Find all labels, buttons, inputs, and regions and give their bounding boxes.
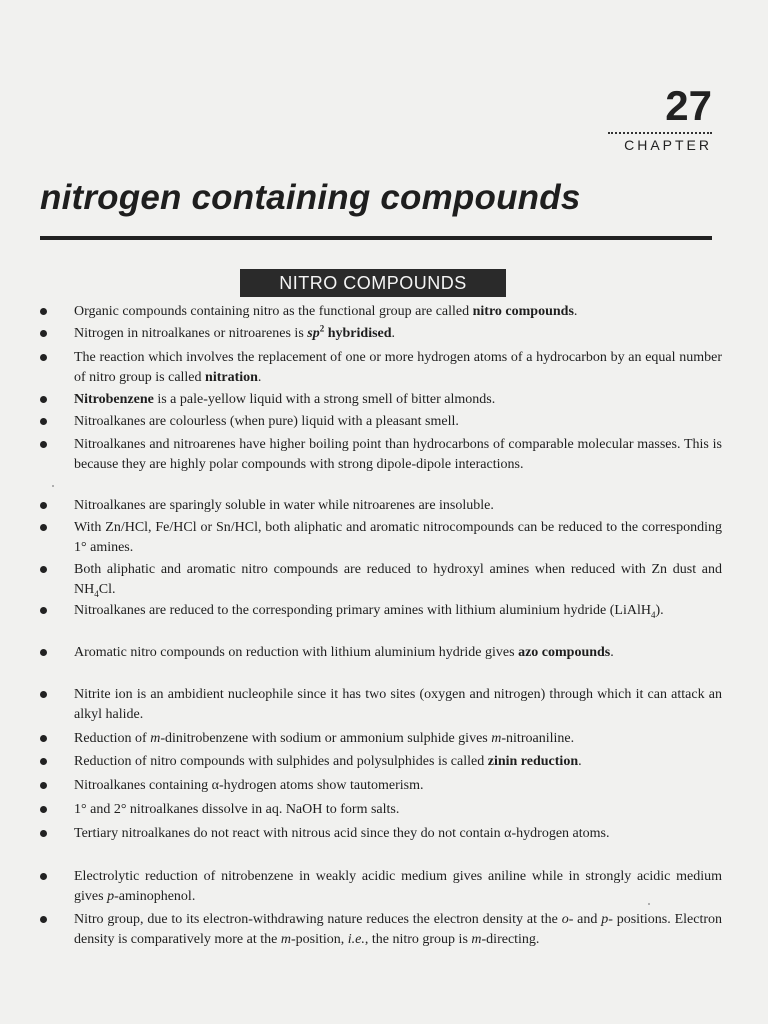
bullet-item: 1° and 2° nitroalkanes dissolve in aq. NaOH to form salts. <box>74 800 722 820</box>
bullet-item: Nitroalkanes are sparingly soluble in water while nitroarenes are insoluble. <box>74 496 722 516</box>
chapter-label: CHAPTER <box>624 137 712 153</box>
bullet-item: Nitrobenzene is a pale-yellow liquid with a strong smell of bitter almonds. <box>74 390 722 410</box>
bullet-item: Reduction of m-dinitrobenzene with sodium or ammonium sulphide gives m-nitroaniline. <box>74 729 722 749</box>
bullet-item: Both aliphatic and aromatic nitro compounds are reduced to hydroxyl amines when reduced with Zn dust and $NH_4Cl$. <box>74 562 722 599</box>
bullet-item: Aromatic nitro compounds on reduction with lithium aluminium hydride gives azo compounds. <box>74 643 722 663</box>
chapter-number: 27 <box>665 82 712 129</box>
bullet-item: Nitrogen in nitroalkanes or nitroarenes is $sp^2$ hybridised. <box>74 324 722 344</box>
scan-speck <box>648 903 650 905</box>
scan-speck <box>52 485 54 487</box>
bullet-item: Tertiary nitroalkanes do not react with nitrous acid since they do not contain α-hydrogen atoms. <box>74 824 722 844</box>
bullet-item: The reaction which involves the replacement of one or more hydrogen atoms of a hydrocarbon by an equal number of nitro group is called nitration. <box>74 348 722 388</box>
bullet-item: Nitro group, due to its electron-withdrawing nature reduces the electron density at the o- and p- positions. Electron density is comparatively more at the m-position, i.e., the nitro group is m-directing. <box>74 910 722 950</box>
bullet-item: Reduction of nitro compounds with sulphides and polysulphides is called zinin reduction. <box>74 752 722 772</box>
bullet-item: Nitrite ion is an ambidient nucleophile since it has two sites (oxygen and nitrogen) through which it can attack an alkyl halide. <box>74 685 722 725</box>
bullet-item: Nitroalkanes and nitroarenes have higher boiling point than hydrocarbons of comparable molecular masses. This is because they are highly polar compounds with strong dipole-dipole interactions. <box>74 435 722 475</box>
section-heading: NITRO COMPOUNDS <box>240 269 506 297</box>
bullet-item: Nitroalkanes are reduced to the corresponding primary amines with lithium aluminium hydride (LiAlH$_4$). <box>74 601 722 621</box>
bullet-item: Organic compounds containing nitro as the functional group are called nitro compounds. <box>74 302 722 322</box>
bullet-item: Nitroalkanes are colourless (when pure) liquid with a pleasant smell. <box>74 412 722 432</box>
chapter-title: nitrogen containing compounds <box>40 178 581 217</box>
bullet-item: With Zn/HCl, Fe/HCl or Sn/HCl, both aliphatic and aromatic nitrocompounds can be reduced to the corresponding 1° amines. <box>74 518 722 558</box>
bullet-item: Nitroalkanes containing α-hydrogen atoms show tautomerism. <box>74 776 722 796</box>
bullet-item: Electrolytic reduction of nitrobenzene in weakly acidic medium gives aniline while in strongly acidic medium gives p-aminophenol. <box>74 867 722 907</box>
